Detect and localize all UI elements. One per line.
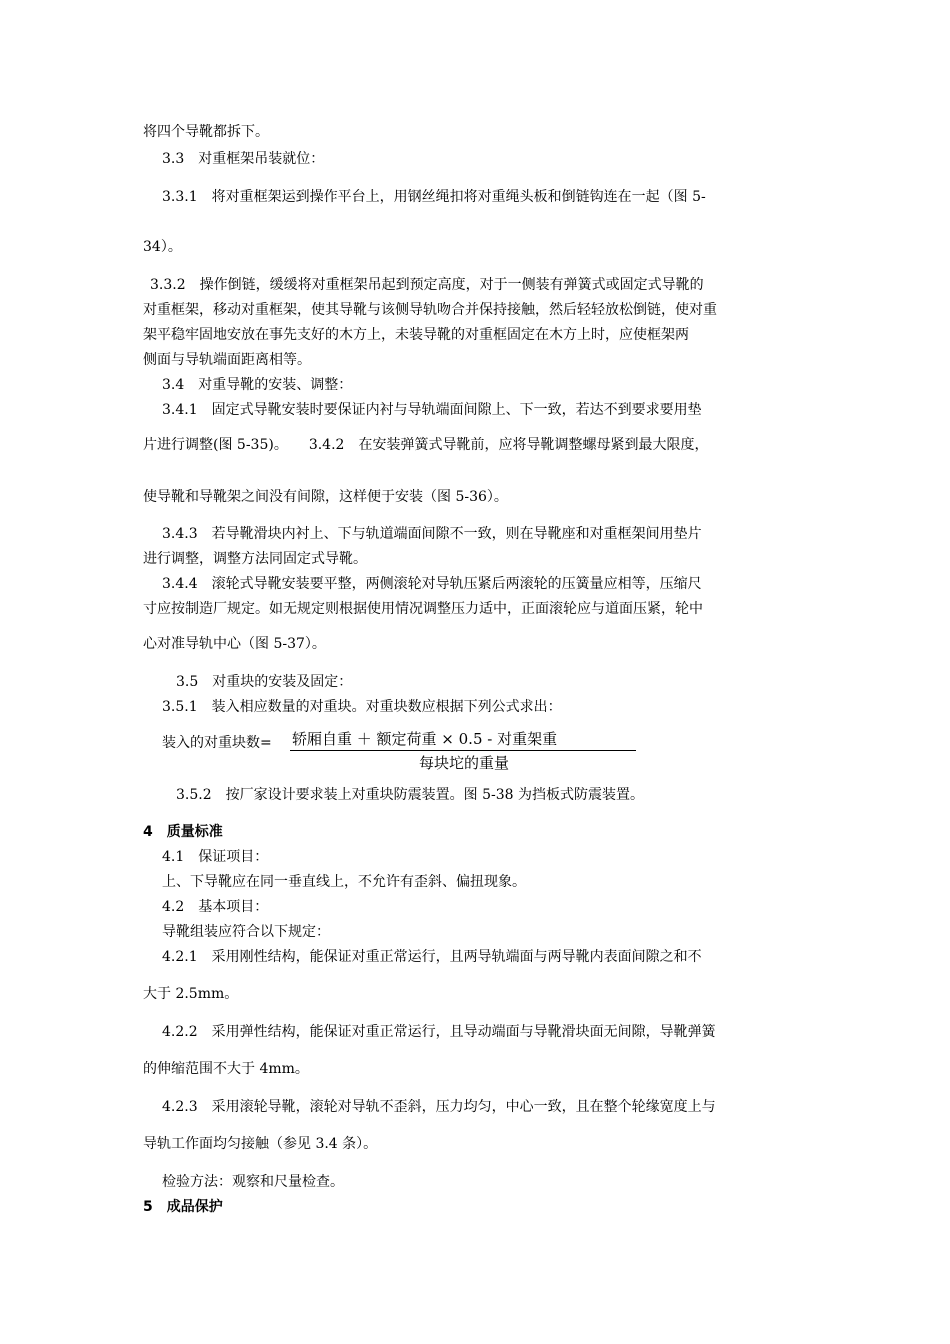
formula-numerator: 轿厢自重 ＋ 额定荷重 × 0.5 - 对重架重 — [292, 730, 558, 748]
text-line: 架平稳牢固地安放在事先支好的木方上，未装导靴的对重框固定在木方上时，应使框架两 — [143, 327, 689, 343]
section-heading-3-3: 3.3 对重框架吊装就位： — [162, 151, 325, 167]
text-line: 3.3.2 操作倒链，缓缓将对重框架吊起到预定高度，对于一侧装有弹簧式或固定式导靴的 — [150, 277, 704, 293]
section-heading-4-1: 4.1 保证项目： — [162, 849, 269, 865]
fraction-bar — [290, 750, 636, 751]
text-line: 3.4.1 固定式导靴安装时要保证内衬与导轨端面间隙上、下一致，若达不到要求要用垫 — [162, 402, 702, 418]
formula-label: 装入的对重块数= — [162, 735, 272, 751]
text-line: 将四个导靴都拆下。 — [143, 124, 269, 140]
section-heading-3-4: 3.4 对重导靴的安装、调整： — [162, 377, 353, 393]
formula-fraction — [290, 728, 638, 773]
text-line: 3.4.3 若导靴滑块内衬上、下与轨道端面间隙不一致，则在导靴座和对重框架间用垫片 — [162, 526, 702, 542]
text-line: 进行调整，调整方法同固定式导靴。 — [143, 551, 367, 567]
text-line: 心对准导轨中心（图 5-37）。 — [143, 636, 326, 652]
text-line: 寸应按制造厂规定。如无规定则根据使用情况调整压力适中，正面滚轮应与道面压紧，轮中 — [143, 601, 703, 617]
text-line: 检验方法：观察和尺量检查。 — [162, 1174, 344, 1190]
section-heading-4-2: 4.2 基本项目： — [162, 899, 269, 915]
section-heading-3-5: 3.5 对重块的安装及固定： — [176, 674, 353, 690]
text-line: 3.5.1 装入相应数量的对重块。对重块数应根据下列公式求出： — [162, 699, 562, 715]
text-line: 导轨工作面均匀接触（参见 3.4 条）。 — [143, 1136, 378, 1152]
text-line: 的伸缩范围不大于 4mm。 — [143, 1061, 309, 1077]
text-line: 4.2.2 采用弹性结构，能保证对重正常运行，且导动端面与导靴滑块面无间隙，导靴弹簧 — [162, 1024, 716, 1040]
text-line: 4.2.3 采用滚轮导靴，滚轮对导轨不歪斜，压力均匀，中心一致，且在整个轮缘宽度上与 — [162, 1099, 716, 1115]
text-line: 侧面与导轨端面距离相等。 — [143, 352, 311, 368]
text-line: 使导靴和导靴架之间没有间隙，这样便于安装（图 5-36）。 — [143, 489, 508, 505]
text-line: 上、下导靴应在同一垂直线上，不允许有歪斜、偏扭现象。 — [162, 874, 526, 890]
text-line: 4.2.1 采用刚性结构，能保证对重正常运行，且两导轨端面与两导靴内表面间隙之和不 — [162, 949, 702, 965]
text-line: 导靴组装应符合以下规定： — [162, 924, 330, 940]
text-line: 片进行调整(图 5-35)。 3.4.2 在安装弹簧式导靴前，应将导靴调整螺母紧到最大限度， — [143, 437, 709, 453]
text-line: 3.4.4 滚轮式导靴安装要平整，两侧滚轮对导轨压紧后两滚轮的压簧量应相等，压缩尺 — [162, 576, 702, 592]
formula-denominator: 每块坨的重量 — [418, 754, 509, 772]
text-line: 3.3.1 将对重框架运到操作平台上，用钢丝绳扣将对重绳头板和倒链钩连在一起（图 5- — [162, 189, 706, 205]
section-heading-5: 5 成品保护 — [143, 1199, 223, 1215]
text-line: 大于 2.5mm。 — [143, 986, 239, 1002]
text-line: 3.5.2 按厂家设计要求装上对重块防震装置。图 5-38 为挡板式防震装置。 — [176, 787, 644, 803]
text-line: 34）。 — [143, 239, 182, 255]
text-line: 对重框架，移动对重框架，使其导靴与该侧导轨吻合并保持接触，然后轻轻放松倒链，使对重 — [143, 302, 717, 318]
section-heading-4: 4 质量标准 — [143, 824, 223, 840]
